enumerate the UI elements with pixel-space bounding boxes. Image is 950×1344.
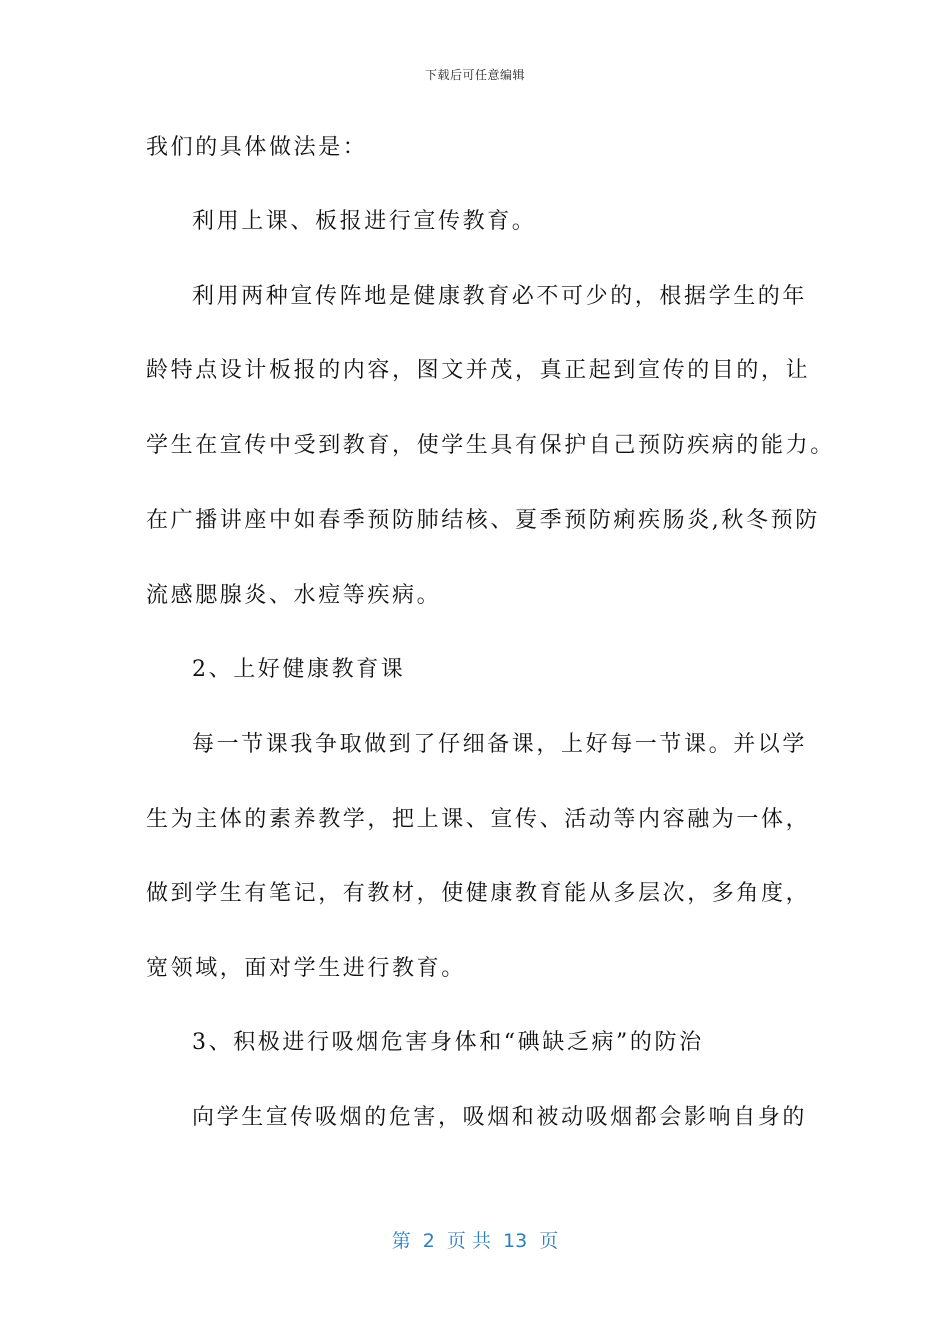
text-line: 宽领域，面对学生进行教育。: [146, 956, 466, 981]
page-header: 下载后可任意编辑: [424, 68, 525, 82]
section-heading: 3、积极进行吸烟危害身体和“碘缺乏病”的防治: [192, 1030, 704, 1055]
text-line: 每一节课我争取做到了仔细备课，上好每一节课。并以学: [192, 732, 808, 757]
text-line: 学生在宣传中受到教育，使学生具有保护自己预防疾病的能力。: [146, 433, 835, 458]
section-heading: 2、上好健康教育课: [192, 657, 406, 682]
text-line: 生为主体的素养教学，把上课、宣传、活动等内容融为一体，: [146, 807, 811, 832]
page-number-footer: 第 2 页 共 13 页: [391, 1230, 559, 1252]
text-line: 利用两种宣传阵地是健康教育必不可少的，根据学生的年: [192, 284, 808, 309]
text-line: 做到学生有笔记，有教材，使健康教育能从多层次，多角度，: [146, 881, 811, 906]
text-line: 向学生宣传吸烟的危害，吸烟和被动吸烟都会影响自身的: [192, 1105, 808, 1130]
text-line: 在广播讲座中如春季预防肺结核、夏季预防痢疾肠炎,秋冬预防: [146, 508, 820, 533]
text-line: 龄特点设计板报的内容，图文并茂，真正起到宣传的目的，让: [146, 358, 811, 383]
text-line: 利用上课、板报进行宣传教育。: [192, 209, 537, 234]
text-line: 我们的具体做法是：: [146, 135, 368, 160]
text-line: 流感腮腺炎、水痘等疾病。: [146, 583, 442, 608]
